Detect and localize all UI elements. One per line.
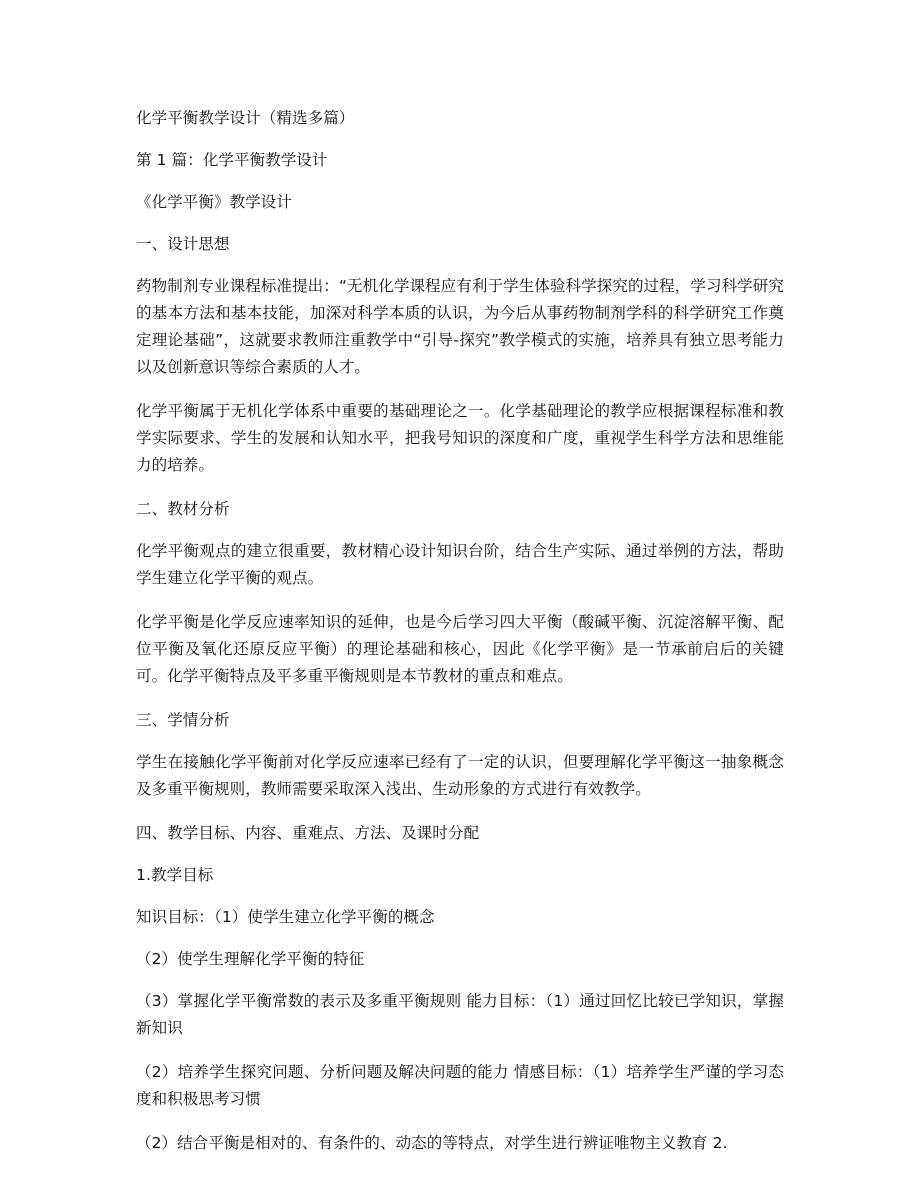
paragraph-textbook-analysis-1: 化学平衡观点的建立很重要，教材精心设计知识台阶，结合生产实际、通过举例的方法，帮助学生建立化学平衡的观点。 bbox=[136, 542, 784, 587]
paragraph-design-idea-1: 药物制剂专业课程标准提出：“无机化学课程应有利于学生体验科学探究的过程，学习科学研究的基本方法和基本技能，加深对科学本质的认识，为今后从事药物制剂学科的科学研究工作奠定理论基础”，这就要求教师注重教学中“引导-探究”教学模式的实施，培养具有独立思考能力以及创新意识等综合素质的人才。 bbox=[136, 277, 784, 376]
knowledge-goal-1: 知识目标：（1）使学生建立化学平衡的概念 bbox=[136, 908, 435, 926]
section-heading-textbook-analysis: 二、教材分析 bbox=[136, 500, 230, 518]
document-subtitle: 《化学平衡》教学设计 bbox=[136, 193, 293, 211]
paragraph-design-idea-2: 化学平衡属于无机化学体系中重要的基础理论之一。化学基础理论的教学应根据课程标准和教学实际要求、学生的发展和认知水平，把我号知识的深度和广度，重视学生科学方法和思维能力的培养。 bbox=[136, 402, 784, 474]
knowledge-goal-3: （3）掌握化学平衡常数的表示及多重平衡规则 能力目标：（1）通过回忆比较已学知识，掌握新知识 bbox=[136, 992, 784, 1037]
subheading-teaching-goals: 1.教学目标 bbox=[136, 866, 214, 884]
paragraph-student-analysis: 学生在接触化学平衡前对化学反应速率已经有了一定的认识，但要理解化学平衡这一抽象概念及多重平衡规则，教师需要采取深入浅出、生动形象的方式进行有效教学。 bbox=[136, 753, 784, 798]
emotion-goal-2: （2）结合平衡是相对的、有条件的、动态的等特点，对学生进行辨证唯物主义教育 2. bbox=[136, 1134, 728, 1152]
chapter-title: 第 1 篇：化学平衡教学设计 bbox=[136, 151, 328, 169]
ability-goal-2: （2）培养学生探究问题、分析问题及解决问题的能力 情感目标：（1）培养学生严谨的学习态度和积极思考习惯 bbox=[136, 1063, 784, 1108]
document-title: 化学平衡教学设计（精选多篇） bbox=[136, 109, 355, 127]
section-heading-design-idea: 一、设计思想 bbox=[136, 235, 230, 253]
paragraph-textbook-analysis-2: 化学平衡是化学反应速率知识的延伸，也是今后学习四大平衡（酸碱平衡、沉淀溶解平衡、配位平衡及氧化还原反应平衡）的理论基础和核心，因此《化学平衡》是一节承前启后的关键可。化学平衡特点及平多重平衡规则是本节教材的重点和难点。 bbox=[136, 613, 784, 685]
knowledge-goal-2: （2）使学生理解化学平衡的特征 bbox=[136, 950, 365, 968]
document-content bbox=[136, 105, 784, 1157]
section-heading-student-analysis: 三、学情分析 bbox=[136, 711, 230, 729]
section-heading-teaching-goals: 四、教学目标、内容、重难点、方法、及课时分配 bbox=[136, 824, 480, 842]
